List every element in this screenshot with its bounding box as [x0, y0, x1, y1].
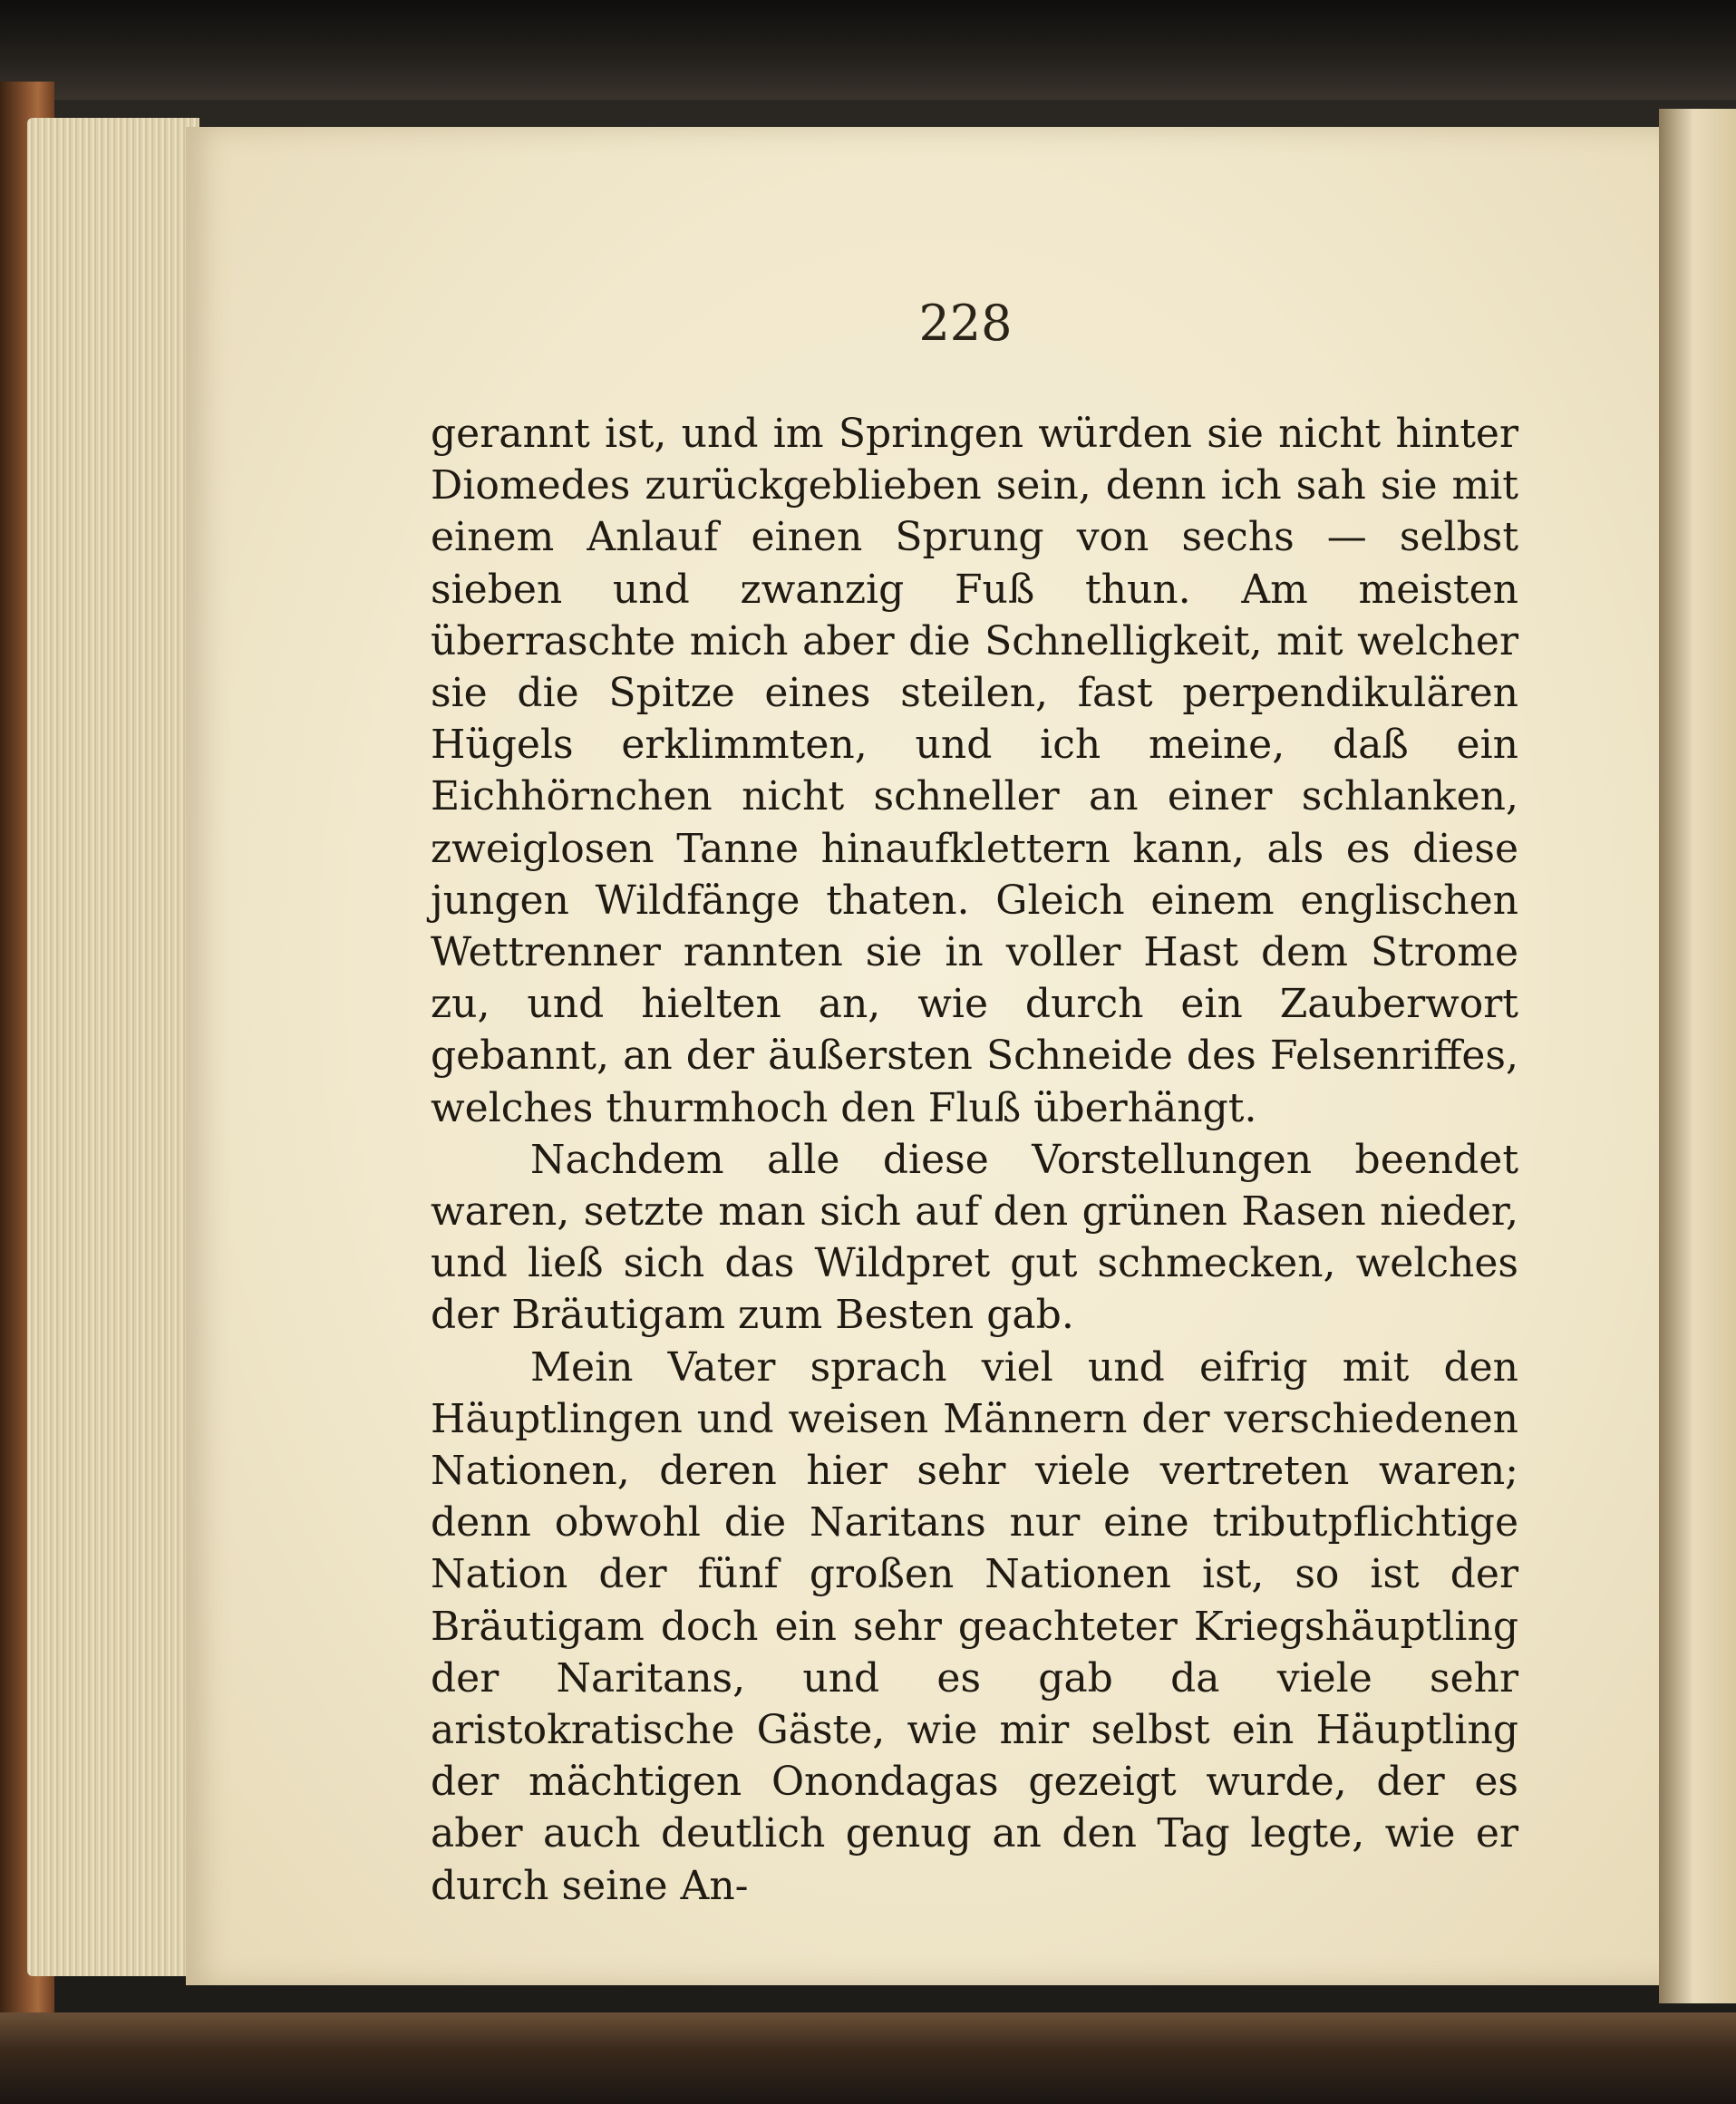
body-text	[431, 408, 1518, 1912]
book-cover-bottom	[0, 2012, 1736, 2104]
paragraph-2: Nachdem alle diese Vorstellungen beendet waren, setzte man sich auf den grünen Rasen nieder, und ließ sich das Wildpret gut schmecken, welches der Bräutigam zum Besten gab.	[431, 1136, 1518, 1339]
page-edges	[27, 118, 199, 1976]
page-number: 228	[918, 295, 1013, 352]
paragraph-3: Mein Vater sprach viel und eifrig mit den Häuptlingen und weisen Männern der verschiedenen Nationen, deren hier sehr viele vertreten waren; denn obwohl die Naritans nur eine tributpflichtige Nation der fünf großen Nationen ist, so ist der Bräutigam doch ein sehr geachteter Kriegshäuptling der Naritans, und es gab da viele sehr aristokratische Gäste, wie mir selbst ein Häuptling der mächtigen Onondagas gezeigt wurde, der es aber auch deutlich genug an den Tag legte, wie er durch seine An-	[431, 1343, 1518, 1909]
facing-page-edge	[1659, 109, 1736, 2003]
book-cover-top	[0, 0, 1736, 100]
paragraph-1: gerannt ist, und im Springen würden sie nicht hinter Diomedes zurückgeblieben sein, denn ich sah sie mit einem Anlauf einen Sprung von sechs — selbst sieben und zwanzig Fuß thun. Am meisten überraschte mich aber die Schnelligkeit, mit welcher sie die Spitze eines steilen, fast perpendikulären Hügels erklimmten, und ich meine, daß ein Eichhörnchen nicht schneller an einer schlanken, zweiglosen Tanne hinaufklettern kann, als es diese jungen Wildfänge thaten. Gleich einem englischen Wettrenner rannten sie in voller Hast dem Strome zu, und hielten an, wie durch ein Zauberwort gebannt, an der äußersten Schneide des Felsenriffes, welches thurmhoch den Fluß überhängt.	[431, 411, 1518, 1131]
